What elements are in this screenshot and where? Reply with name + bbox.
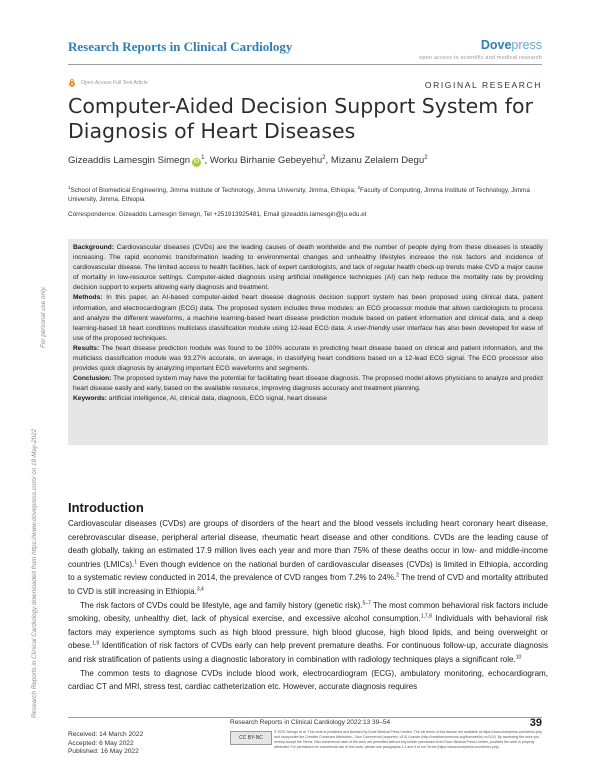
orcid-icon[interactable]: iD [194, 159, 200, 166]
article-title: Computer-Aided Decision Support System for Diagnosis of Heart Diseases [68, 94, 533, 143]
citation-link[interactable]: 1,7,8 [420, 613, 432, 620]
author-affiliation-mark: 1 [201, 155, 205, 161]
abstract-text: artificial intelligence, AI, clinical data, diagnosis, ECG signal, heart disease [106, 395, 327, 403]
footer-divider [68, 717, 542, 718]
abstract-text: Cardiovascular diseases (CVDs) are the leading causes of death worldwide and the number of people dying from these diseases is steadily increasing. The rapid economic transformation leading to environmental changes and unhealthy lifestyles increase the risk factors and incidence of cardiovascular disease. The limited access to health facilities, lack of expert cardiologists, and lack of regular health check-up trends make CVD a major cause of mortality in low-resource settings. Computer-aided diagnosis using artificial intelligence techniques (AI) can help reduce the mortality rate by providing decision support to experts allowing early diagnosis and treatment. [73, 244, 543, 292]
abstract-label: Methods: [73, 294, 103, 302]
abstract [73, 243, 543, 405]
cc-license-badge[interactable]: CC BY-NC [230, 731, 272, 745]
abstract-conclusion-section [73, 374, 543, 394]
watermark-line: For personal use only. [39, 286, 47, 348]
open-access-lock-icon [68, 79, 76, 87]
abstract-label: Keywords: [73, 395, 107, 403]
abstract-label: Results: [73, 344, 100, 352]
citation-link[interactable]: 3,4 [196, 586, 204, 593]
publisher-logo-bold: Dove [480, 38, 512, 52]
text: Cardiovascular diseases (CVDs) are groups of disorders of the heart and the blood vessels including heart coronary heart disease, cerebrovascular disease, peripheral arterial disease, rheumatic heart disease and other conditions. CVDs are the leading cause of death globally, taking an estimated 17.9 million lives each year and more than 75% of these deaths occur in low- and middle-income countries (LMICs). [68, 519, 548, 569]
citation-link[interactable]: 2 [396, 572, 400, 579]
citation-link[interactable]: 5–7 [362, 599, 371, 606]
affiliation-mark: 2 [357, 185, 361, 190]
affiliation-mark: 1 [68, 185, 71, 190]
author-list: Gizeaddis Lamesgin Simegn $iD^1$, Worku Birhanie Gebeyehu$^2$, Mizanu Zelalem Degu$^2$ [68, 155, 428, 167]
citation-link[interactable]: 1 [134, 559, 138, 566]
published-date: Published: 16 May 2022 [68, 748, 139, 756]
abstract-label: Background: [73, 244, 114, 251]
abstract-text: The heart disease prediction module was found to be 100% accurate in predicting heart disease based on clinical and patient information, and the multiclass classification module was 93.27% accurate, on average, in classifying heart conditions based on a 12-lead ECG signal. The ECG processor also provides quick diagnosis by analyzing important ECG waveforms and segments. [73, 344, 543, 373]
abstract-text: In this paper, an AI-based computer-aided heart disease diagnosis decision support system has been proposed using clinical data, patient information, and electrocardiogram (ECG) data. The proposed system includes three modules: an ECG processor module that allows cardiologists to process and analyze the different waveforms, a machine learning-based heart disease prediction module based on patient information and clinical data, and a deep learning-based 18 heart conditions multiclass classification module using 12-lead ECG data. A user-friendly user interface has also been developed for ease of use of the proposed techniques. [73, 294, 543, 342]
author-name[interactable]: Mizanu Zelalem Degu [330, 155, 425, 167]
citation-link[interactable]: 1,9 [92, 640, 100, 647]
download-watermark [31, 286, 48, 718]
affiliation-2: Faculty of Computing, Jimma Institute of Technology, Jimma University, Jimma, Ethiopia [68, 187, 530, 204]
footer-citation[interactable]: Research Reports in Clinical Cardiology 2022:13 39–54 [230, 719, 391, 726]
paragraph [68, 599, 548, 667]
introduction-body [68, 517, 548, 694]
page-number: 39 [529, 717, 542, 729]
affiliations [68, 183, 543, 204]
article-dates [68, 731, 143, 757]
author-affiliation-mark: 2 [322, 155, 326, 161]
paragraph: The common tests to diagnose CVDs include blood work, electrocardiogram (ECG), ambulatory monitoring, echocardiogram, cardiac CT and MRI, stress test, cardiac catheterization etc. However, accurate diagnosis requires [68, 668, 548, 692]
section-heading: Introduction [68, 500, 144, 515]
publisher-logo[interactable] [481, 38, 542, 52]
text: Individuals with behavioral risk factors may experience symptoms such as high blood pressure, high blood glucose, high blood lipids, and being overweight or obese. [68, 614, 548, 651]
abstract-background-section [73, 243, 543, 293]
accepted-date: Accepted: 6 May 2022 [68, 739, 134, 747]
abstract-results-section [73, 344, 543, 374]
article-type: ORIGINAL RESEARCH [424, 80, 542, 90]
text: Identification of risk factors of CVDs early can help prevent premature deaths. For continuous follow-up, accurate diagnosis and risk stratification of patients using a diagnostic laboratory in combination with radiology techniques plays a significant role. [68, 641, 548, 664]
copyright-notice: © 2022 Simegn et al. This work is published and licensed by Dove Medical Press Limited. The full terms of this license are available at https://www.dovepress.com/terms.php and incorporate the Creative Commons Attribution – Non Commercial (unported, v3.0) License (http://creativecommons.org/licenses/by-nc/3.0/). By accessing the work you hereby accept the Terms. Non-commercial uses of the work are permitted without any further permission from Dove Medical Press Limited, provided the work is properly attributed. For permission for commercial use of this work, please see paragraphs 4.2 and 5 of our Terms (https://www.dovepress.com/terms.php). [274, 730, 542, 749]
abstract-keywords-section [73, 394, 543, 404]
affiliation-1: School of Biomedical Engineering, Jimma Institute of Technology, Jimma University, Jimma, Ethiopia; [70, 187, 358, 195]
correspondence: Correspondence: Gizeaddis Lamesgin Simegn, Tel +251913925481, Email gizeaddis.lamesgin@ju.edu.et [68, 211, 367, 218]
publisher-tagline: open access to scientific and medical research [419, 55, 542, 61]
text: Even though evidence on the national burden of cardiovascular diseases (CVDs) is limited in Ethiopia, according to a systematic review conducted in 2014, the prevalence of CVD ranges from 7.2% to 24%. [68, 559, 549, 583]
text: The most common behavioral risk factors include smoking, obesity, unhealthy diet, lack of physical exercise, and excessive alcohol consumption. [68, 600, 548, 624]
abstract-label: Conclusion: [73, 375, 112, 383]
journal-name[interactable]: Research Reports in Clinical Cardiology [68, 39, 293, 54]
watermark-line: Research Reports in Clinical Cardiology downloaded from https://www.dovepress.com/ on 18-May-2022 [31, 428, 38, 718]
author-affiliation-mark: 2 [424, 155, 428, 161]
citation-link[interactable]: 10 [515, 654, 522, 661]
publisher-logo-light: press [511, 38, 542, 52]
open-access-label: Open Access Full Text Article [81, 80, 148, 86]
received-date: Received: 14 March 2022 [68, 731, 144, 738]
abstract-text: The proposed system may have the potential for facilitating heart disease diagnosis. The proposed model allows physicians to analyze and predict heart disease easily and early, based on the available resource, improving diagnosis accuracy and treatment planning. [73, 375, 543, 393]
header-divider [68, 64, 542, 65]
text: The risk factors of CVDs could be lifestyle, age and family history (genetic risk). [80, 600, 363, 610]
author-name[interactable]: Gizeaddis Lamesgin Simegn [68, 155, 191, 167]
abstract-methods-section [73, 293, 543, 343]
text: The trend of CVD and mortality attributed to CVD is still increasing in Ethiopia. [68, 573, 548, 596]
author-name[interactable]: Worku Birhanie Gebeyehu [209, 155, 323, 167]
paragraph [68, 517, 548, 599]
